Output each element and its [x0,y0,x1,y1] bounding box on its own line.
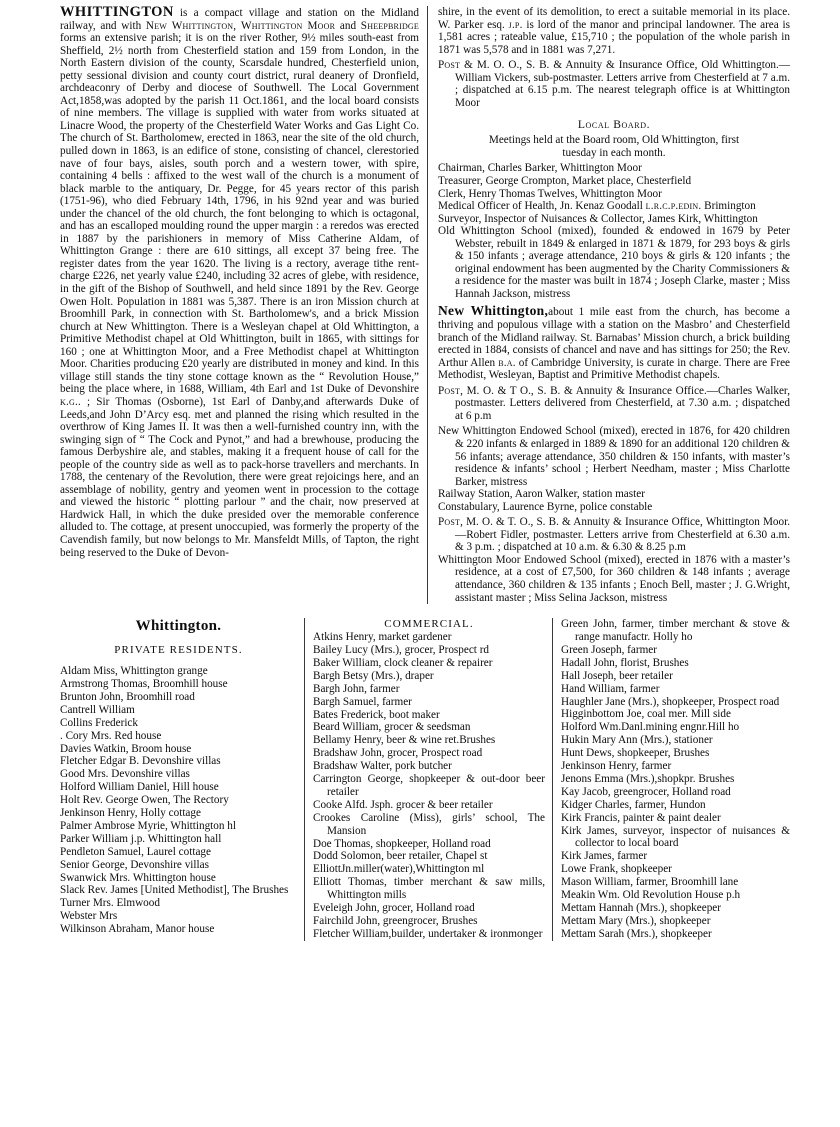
list-item: Holford William Daniel, Hill house [60,781,219,794]
list-item: Fletcher William,builder, undertaker & ironmonger [313,927,543,940]
list-item: Kidger Charles, farmer, Hundon [561,798,706,811]
desc-text-d: . ; Sir Thomas (Osborne), 1st Earl of Danby,and afterwards Duke of Leeds,and John D’Arcy esq. met and planned the rising which resulted in the overthrow of King James II. It was then a well-furnished country inn, with the swinging sign of “ The Cock and Pynot,” and had a brewhouse, producing the famous Derbyshire ale, and stables, making it a frequent house of call for the people of the country side as well as to pack-horse travellers and merchants. In 1788, the centenary of the Revolution, there were great rejoicings here, and an assemblage of nobility, gentry and yeomen went in procession to the cottage and viewed the historic “ plotting parlour ” and the chair, now preserved at Hardwick Hall, in which the duke presided over the memorable conference alluded to. The cottage, at present unoccupied, was formerly the property of the Cavendish family, but now belongs to Mr. Mansfeldt Mills, of Tapton, the right being reserved to the Duke of Devon- [60,395,419,559]
private-residents-heading: PRIVATE RESIDENTS. [114,644,243,657]
list-item: Hukin Mary Ann (Mrs.), stationer [561,734,713,747]
list-item: Hadall John, florist, Brushes [561,656,689,669]
list-item: Doe Thomas, shopkeeper, Holland road [313,837,491,850]
local-board-chairman: Chairman, Charles Barker, Whittington Moor [438,162,642,175]
list-item: Bailey Lucy (Mrs.), grocer, Prospect rd [313,643,490,656]
directory-listing-block [60,618,790,941]
list-item: Fletcher Edgar B. Devonshire villas [60,755,221,768]
list-item: Jenkinson Henry, farmer [561,760,672,773]
post-office-old-text: & M. O. O., S. B. & Annuity & Insurance Office, Old Whittington.—William Vickers, sub-postmaster. Letters arrive from Chesterfield at 7 a.m. ; dispatched at 6.15 p.m. The nearest telegraph office is at Whittington Moor [455,59,790,109]
new-whittington-description [438,305,790,381]
new-whittington-headword: New Whittington, [438,303,549,319]
desc-smallcaps-sheepbridge: Sheepbridge [360,19,419,32]
post-office-nw-text: , M. O. & T O., S. B. & Annuity & Insurance Office.—Charles Walker, postmaster. Letters delivered from Chesterfield, at 7.30 a.m. ; dispatched at 6 p.m [455,384,790,422]
list-item: Bellamy Henry, beer & wine ret.Brushes [313,734,496,747]
list-item: Brunton John, Broomhill road [60,690,195,703]
railway-station-entry: Railway Station, Aaron Walker, station master [438,488,645,501]
constabulary-entry: Constabulary, Laurence Byrne, police constable [438,500,653,513]
list-item: Kirk James, farmer [561,850,648,863]
list-item: Holt Rev. George Owen, The Rectory [60,794,229,807]
list-item: Pendleton Samuel, Laurel cottage [60,845,211,858]
parish-cont-text-b: is lord of the manor and principal landowner. The area is 1,581 acres ; rateable value, £15,710 ; the population of the whole parish in 1871 was 5,578 and in 1881 was 7,271. [438,18,790,56]
new-whittington-endowed-school: New Whittington Endowed School (mixed), erected in 1876, for 420 children & 220 infants & enlarged in 1889 & 1890 for an additional 120 children & 56 infants; average attendance, 350 children & 150 infants, with master’s residence & infants’ school ; Herbert Needham, master ; Miss Charlotte Barker, mistress [438,425,790,488]
parish-continuation-paragraph [438,6,790,56]
post-label-icon-moor: Post [438,516,461,529]
list-item: Senior George, Devonshire villas [60,858,209,871]
list-item: Cantrell William [60,703,135,716]
local-board-clerk: Clerk, Henry Thomas Twelves, Whittington Moor [438,187,662,200]
list-item: Higginbottom Joe, coal mer. Mill side [561,708,731,721]
list-item: Carrington George, shopkeeper & out-door beer retailer [313,773,545,798]
description-column-right [427,6,790,604]
list-item: Bargh Samuel, farmer [313,695,412,708]
new-whittington-smallcaps-ba: b.a. [498,356,516,369]
list-item: ElliottJn.miller(water),Whittington ml [313,863,485,876]
parish-description-block [60,6,790,604]
list-item: Mettam Mary (Mrs.), shopkeeper [561,914,711,927]
list-item: Wilkinson Abraham, Manor house [60,923,215,936]
desc-text-c: forms an extensive parish; it is on the river Rother, 9½ miles south-east from Sheffield, 2½ north from Chesterfield station and 159 from London, in the North Eastern division of the county, Scarsdale hundred, Chesterfield union, petty sessional division and county court district, rural deanery of Dronfield, archdeaconry of Derby and diocese of Southwell. The Local Government Act,1858,was adopted by the parish 11 Oct.1861, and the local board consists of nine members. The village is supplied with water from works situated at Linacre Wood, the property of the Chesterfield Water Works and Gas Light Co. The church of St. Bartholomew, erected in 1863, near the site of the old church, pulled down in 1863, is an edifice of stone, consisting of chancel, clerestoried nave of four bays, aisles, south porch and a western tower, with spire, containing 4 bells : affixed to the west wall of the church is a monument of black marble to the antiquary, Dr. Pegge, for 45 years rector of this parish (1751-96), who died February 14th, 1796, in his 92nd year and was buried under the chancel of the old church, the font belonging to which is octagonal, and has an escalloped moulding round the upper margin : a reredos was erected in 1887 by the parishioners in memory of Miss Catherine Aldam, of Whittington Grange : there are 610 sittings, all except 37 being free. The register dates from the year 1620. The living is a rectory, average tithe rent-charge £226, net yearly value £240, including 32 acres of glebe, with residence, in the gift of the Bishop of Southwell, and held since 1891 by the Rev. George Owen Holt. Population in 1881 was 5,387. There is an iron Mission church at Broomhill Park, in connection with St. Bartholomew's, and a brick Mission church at New Whittington. There is a Wesleyan chapel at Old Whittington, a Primitive Methodist chapel at Old Whittington, built in 1865, with sittings for 160 ; one at Whittington Moor, and a Free Methodist chapel at Whittington Moor. Charities producing £20 yearly are distributed in money and kind. In this village still stands the tiny stone cottage known as the “ Revolution House,” being the place where, in 1688, William, 4th Earl and 1st Duke of Devonshire [60,32,419,396]
list-item: Hunt Dews, shopkeeper, Brushes [561,747,710,760]
list-item: Bargh John, farmer [313,682,400,695]
list-item: Green John, farmer, timber merchant & stove & range manufactr. Holly ho [561,618,790,643]
list-item: Atkins Henry, market gardener [313,631,452,644]
commercial-column-one [304,618,552,941]
local-board-meeting-line-2: tuesday in each month. [562,146,666,159]
old-whittington-school: Old Whittington School (mixed), founded & endowed in 1679 by Peter Webster, rebuilt in 1849 & enlarged in 1871 & 1879, for 293 boys & girls & 150 infants ; average attendance, 210 boys & girls & 120 infants ; the original endowment has been augmented by the Charity Commissioners & a residence for the master was built in 1874 ; Joseph Clarke, master ; Miss Hannah Jackson, mistress [438,225,790,300]
list-item: Bates Frederick, boot maker [313,708,440,721]
list-item: Jenons Emma (Mrs.),shopkpr. Brushes [561,772,735,785]
post-office-old-whittington [438,59,790,109]
list-item: Turner Mrs. Elmwood [60,897,160,910]
list-item: Hand William, farmer [561,682,660,695]
list-item: Elliott Thomas, timber merchant & saw mills, Whittington mills [313,876,545,902]
local-board-treasurer: Treasurer, George Crompton, Market place, Chesterfield [438,175,692,188]
private-residents-column [60,618,304,936]
parish-cont-smallcaps-jp: j.p. [508,18,523,31]
list-item: Mettam Sarah (Mrs.), shopkeeper [561,927,712,940]
local-board-heading: Local Board. [577,118,651,132]
list-item: Baker William, clock cleaner & repairer [313,656,493,669]
list-item: Collins Frederick [60,716,138,729]
list-item: Bradshaw John, grocer, Prospect road [313,747,483,760]
list-item: Davies Watkin, Broom house [60,742,192,755]
list-item: Kirk Francis, painter & paint dealer [561,811,721,824]
list-item: Webster Mrs [60,910,118,923]
mo-health-qualification: l.r.c.p.edin. [645,200,702,213]
list-item: Kay Jacob, greengrocer, Holland road [561,785,731,798]
list-item: Lowe Frank, shopkeeper [561,863,672,876]
post-label-icon: Post [438,59,461,72]
desc-smallcaps-kg: k.g. [60,395,78,408]
commercial-heading: COMMERCIAL. [384,618,474,631]
list-item: Eveleigh John, grocer, Holland road [313,902,475,915]
desc-smallcaps-newwhittington: New Whittington, Whittington Moor [145,19,336,32]
list-item: Beard William, grocer & seedsman [313,721,471,734]
desc-text-b: and [335,19,361,32]
mo-health-pre: Medical Officer of Health, Jn. Kenaz Goodall [438,200,646,213]
list-item: Palmer Ambrose Myrie, Whittington hl [60,819,236,832]
parish-cont-text-a: shire, in the event of its demolition, to erect a suitable memorial in its place. W. Parker esq. [438,6,790,31]
list-item: Bradshaw Walter, pork butcher [313,760,452,773]
list-item: Green Joseph, farmer [561,643,657,656]
post-office-moor-text: , M. O. & T. O., S. B. & Annuity & Insurance Office, Whittington Moor.—Robert Fidler, postmaster. Letters arrive from Chesterfield at 6.30 a.m. & 3 p.m. ; dispatched at 10 a.m. & 6.30 & 8.25 p.m [455,516,790,554]
list-item: Parker William j.p. Whittington hall [60,832,222,845]
local-board-meeting-line-1: Meetings held at the Board room, Old Whittington, first [488,134,740,147]
list-item: Meakin Wm. Old Revolution House p.h [561,889,741,902]
mo-health-post: Brimington [701,200,756,213]
list-item: Aldam Miss, Whittington grange [60,665,208,678]
whittington-description-paragraph [60,6,419,559]
list-item: Armstrong Thomas, Broomhill house [60,677,228,690]
desc-text-a: is a compact village and station on the Midland railway, and with [60,7,419,32]
list-item: Kirk James, surveyor, inspector of nuisances & collector to local board [561,824,790,850]
list-item: Hall Joseph, beer retailer [561,669,673,682]
list-item: Fairchild John, greengrocer, Brushes [313,915,478,927]
post-office-whittington-moor [438,516,790,554]
post-office-new-whittington [438,385,790,423]
list-item: Jenkinson Henry, Holly cottage [60,807,201,820]
description-column-left [60,6,427,559]
post-label-icon-nw: Post [438,384,461,397]
list-item: Crookes Caroline (Miss), girls’ school, The Mansion [313,811,545,837]
list-item: Good Mrs. Devonshire villas [60,768,190,781]
list-item: Bargh Betsy (Mrs.), draper [313,669,434,682]
local-board-surveyor: Surveyor, Inspector of Nuisances & Collector, James Kirk, Whittington [438,212,758,225]
list-item: Dodd Solomon, beer retailer, Chapel st [313,850,488,863]
directory-page [60,6,790,1106]
whittington-moor-endowed-school: Whittington Moor Endowed School (mixed), erected in 1876 with a master’s residence, at a cost of £7,500, for 360 children & 148 infants ; average attendance, 360 children & 135 infants ; Enoch Bell, master ; J. G.Wright, assistant master ; Miss Selina Jackson, mistress [438,553,790,604]
list-item: Swanwick Mrs. Whittington house [60,871,216,884]
list-item: Slack Rev. James [United Methodist], The Brushes [60,884,289,897]
local-board-medical-officer [438,200,790,213]
whittington-headword: WHITTINGTON [60,4,174,20]
list-item: Holford Wm.Danl.mining engnr.Hill ho [561,721,740,734]
list-item: . Cory Mrs. Red house [60,729,162,742]
new-whittington-text-b: of Cambridge University, is curate in charge. There are Free Methodist, Wesleyan, Baptist and Primitive Methodist chapels. [438,356,790,382]
commercial-column-two [552,618,790,941]
list-item: Mason William, farmer, Broomhill lane [561,876,739,889]
directory-village-title: Whittington. [135,618,222,635]
list-item: Cooke Alfd. Jsph. grocer & beer retailer [313,798,493,811]
list-item: Haughler Jane (Mrs.), shopkeeper, Prospect road [561,695,780,708]
list-item: Mettam Hannah (Mrs.), shopkeeper [561,902,721,914]
new-whittington-text-a: about 1 mile east from the church, has become a thriving and populous village with a station on the Masbro’ and Chesterfield branch of the Midland railway. St. Barnabas’ Mission church, a brick building erected in 1884, consists of chancel and nave and has sittings for 250; the Rev. Arthur Allen [438,306,790,369]
